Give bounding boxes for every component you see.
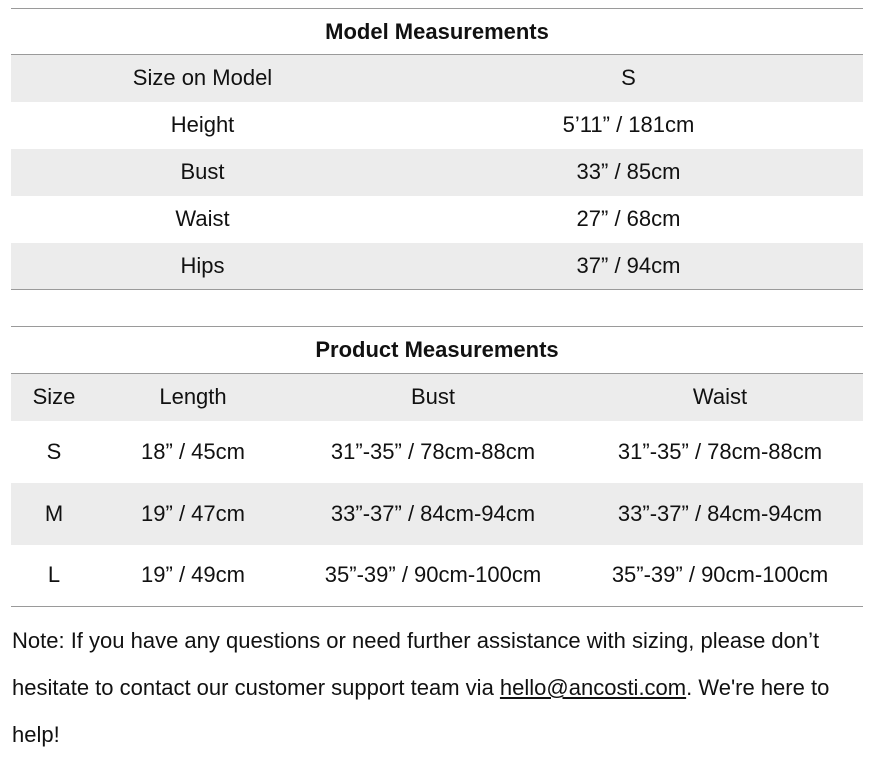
column-header-bust: Bust [289,374,577,421]
row-value: 5’11” / 181cm [562,112,695,137]
model-measurements-table [11,8,863,290]
row-value: S [394,55,863,102]
length-cell: 19” / 47cm [97,483,289,545]
row-label: Height [170,112,235,137]
bust-cell: 31”-35” / 78cm-88cm [330,438,536,464]
waist-cell: 35”-39” / 90cm-100cm [577,545,863,607]
column-header-length: Length [97,374,289,421]
table-row [11,421,863,483]
support-note [12,617,862,758]
table-title-row [11,9,863,55]
model-measurements-title: Model Measurements [11,9,863,55]
waist-cell: 31”-35” / 78cm-88cm [617,438,823,464]
table-row [11,149,863,196]
bust-cell: 35”-39” / 90cm-100cm [289,545,577,607]
table-row [11,545,863,607]
table-header-row [11,374,863,421]
row-label: Waist [175,206,230,231]
row-value: 37” / 94cm [394,243,863,290]
length-cell: 19” / 49cm [97,545,289,607]
support-email-link[interactable]: hello@ancosti.com [499,675,687,700]
waist-cell: 33”-37” / 84cm-94cm [577,483,863,545]
product-measurements-title: Product Measurements [11,327,863,374]
table-title-row [11,327,863,374]
note-text: Note: If you have any questions or need further assistance with sizing, please don’t hesitate to contact our customer support team via [12,628,820,700]
bust-cell: 33”-37” / 84cm-94cm [289,483,577,545]
note-text-end: . We're here to help! [12,675,830,747]
size-cell: M [11,483,97,545]
row-label: Size on Model [11,55,394,102]
table-row [11,55,863,102]
size-cell: L [11,545,97,607]
column-header-waist: Waist [577,374,863,421]
row-label: Hips [11,243,394,290]
row-value: 33” / 85cm [394,149,863,196]
row-label: Bust [11,149,394,196]
row-value: 27” / 68cm [576,206,681,231]
product-measurements-table [11,326,863,607]
table-row [11,483,863,545]
size-cell: S [46,438,62,464]
length-cell: 18” / 45cm [141,438,245,464]
column-header-size: Size [11,374,97,421]
table-row [11,102,863,149]
table-row [11,243,863,290]
table-row [11,196,863,243]
